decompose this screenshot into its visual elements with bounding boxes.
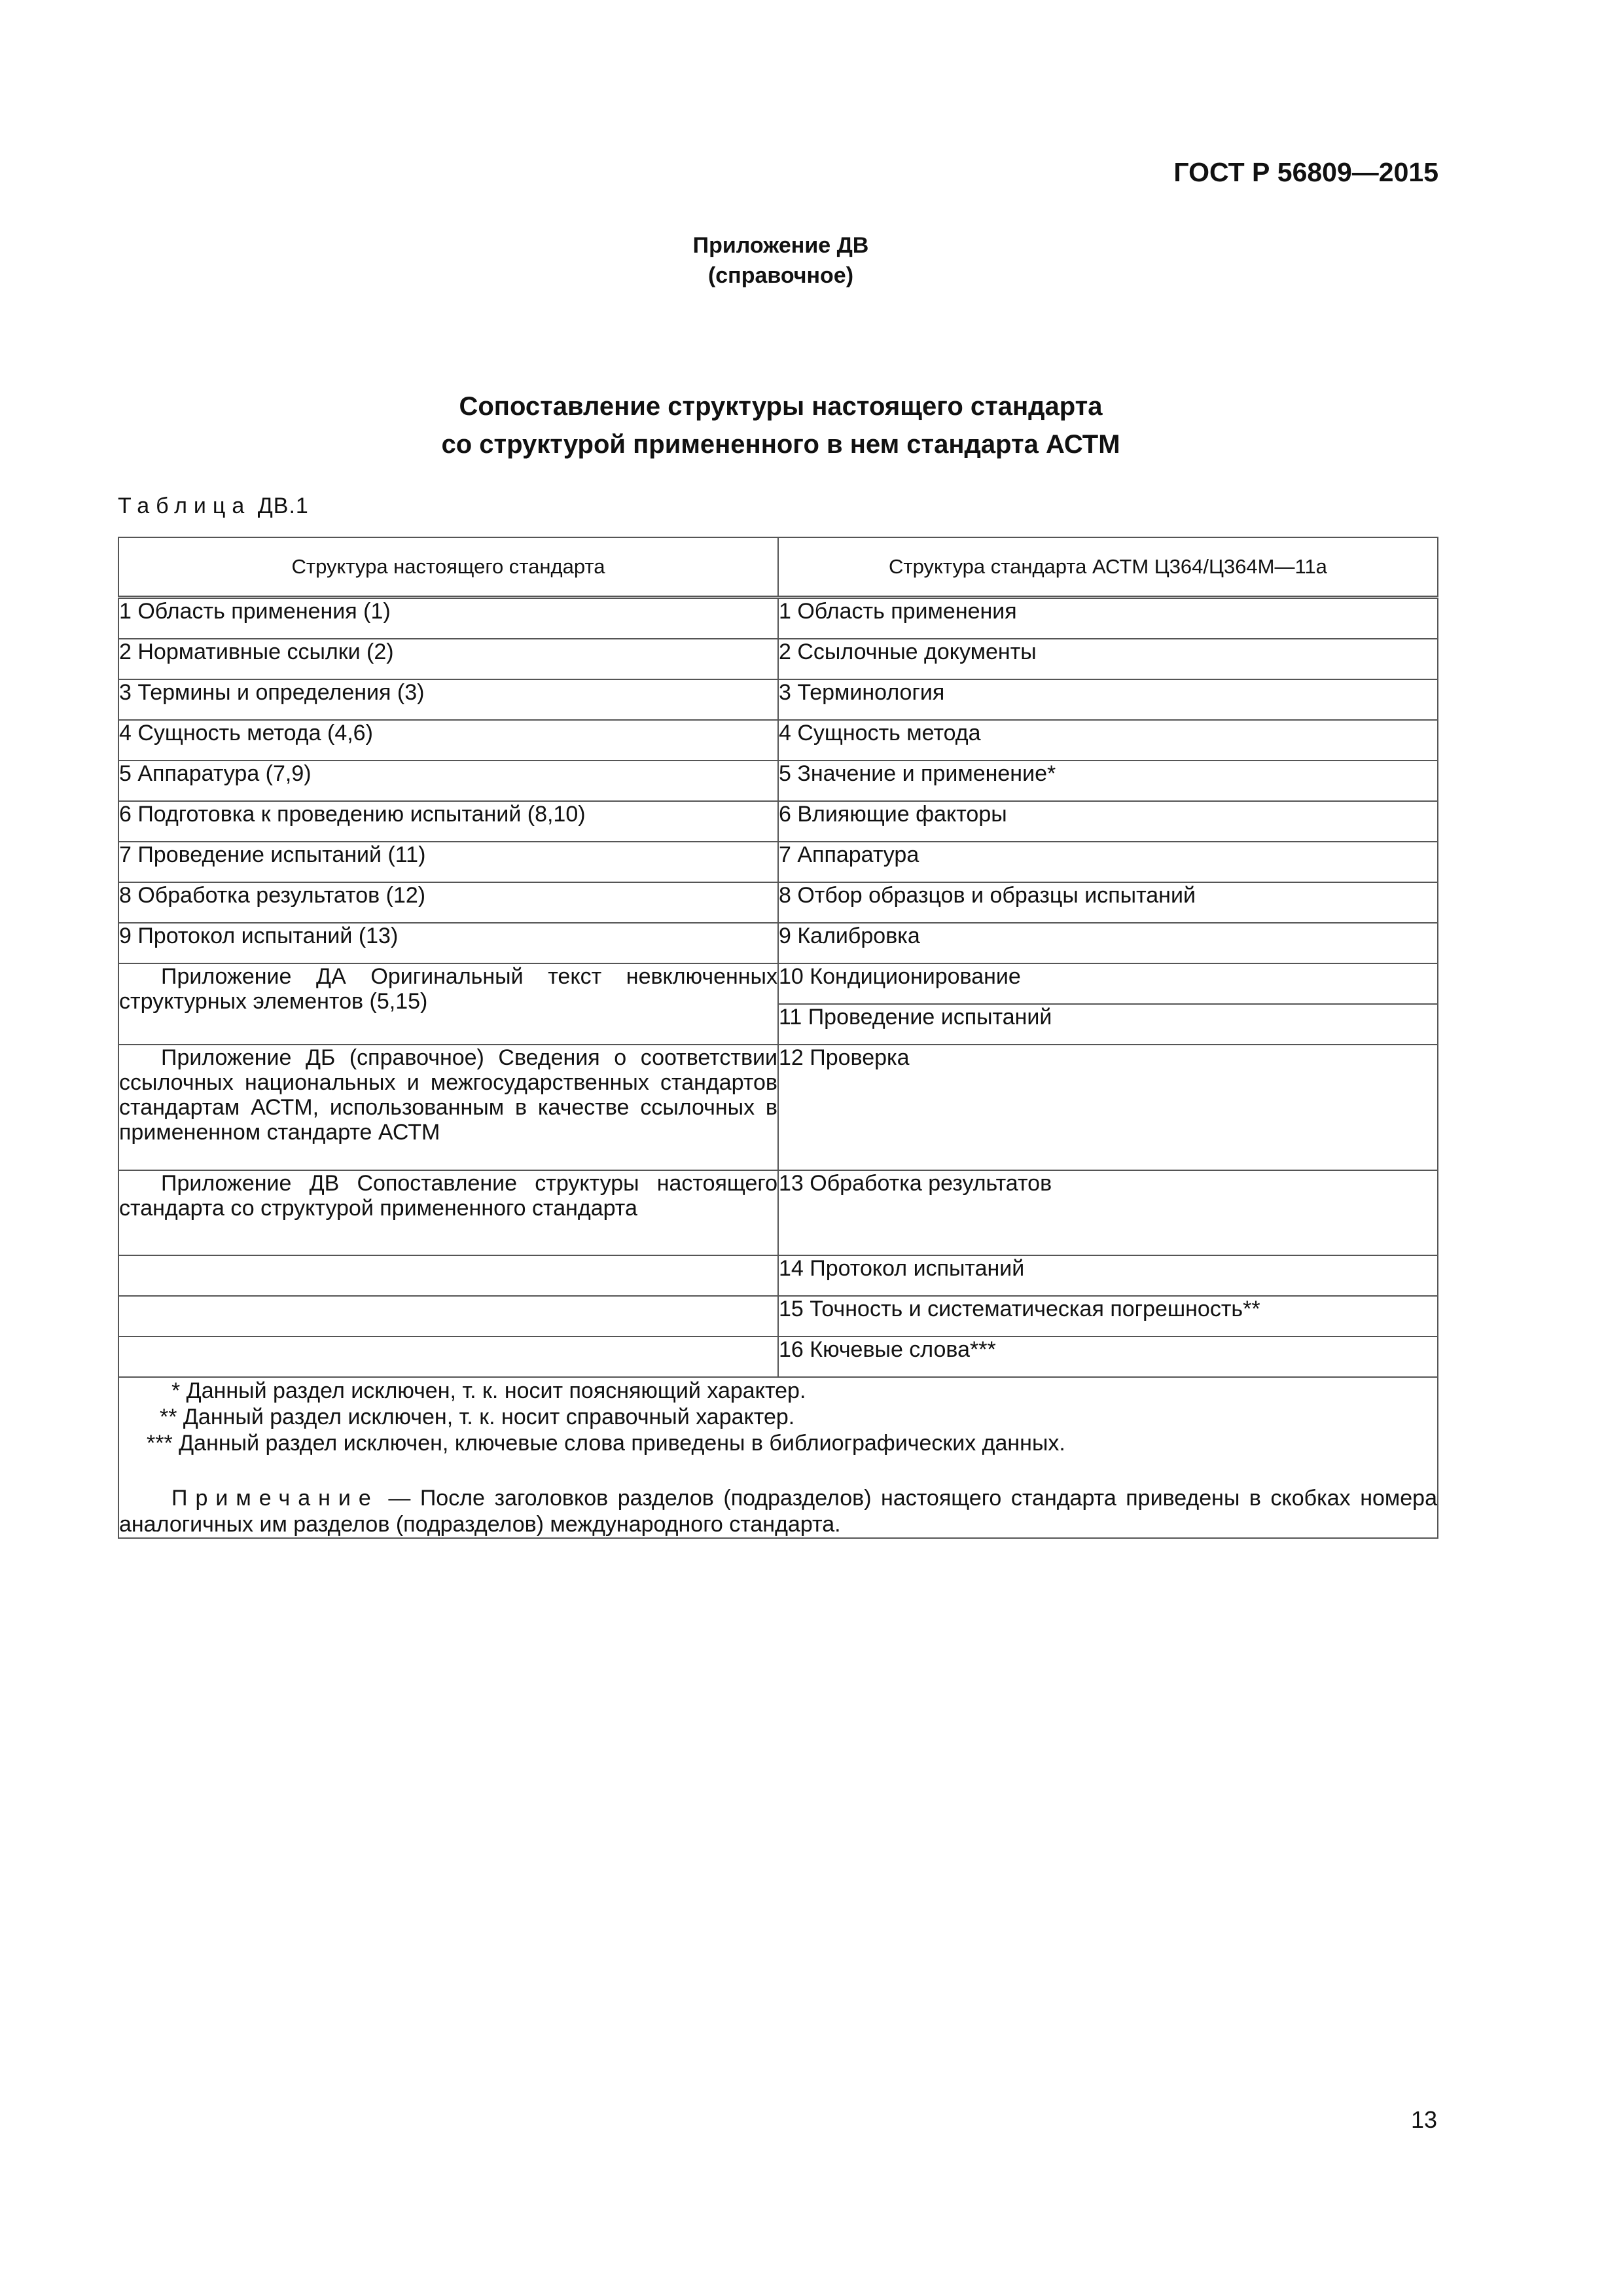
right-cell: 15 Точность и систематическая погрешность** <box>778 1296 1438 1336</box>
title-line-2: со структурой примененного в нем стандарта АСТМ <box>441 430 1120 459</box>
left-cell: 7 Проведение испытаний (11) <box>118 842 778 882</box>
table-footnotes <box>118 1377 1438 1538</box>
right-cell: 7 Аппаратура <box>778 842 1438 882</box>
left-cell: 4 Сущность метода (4,6) <box>118 720 778 761</box>
page-title <box>0 387 1561 463</box>
left-cell: Приложение ДБ (справочное) Сведения о соответствии ссылочных национальных и межгосударственных стандартов стандартам АСТМ, использованным в качестве ссылочных в примененном стандарте АСТМ <box>118 1045 778 1170</box>
table-row <box>118 882 1438 923</box>
table-label-number: ДВ.1 <box>251 493 309 518</box>
table-label <box>118 493 309 519</box>
right-cell: 14 Протокол испытаний <box>778 1255 1438 1296</box>
right-cell: 8 Отбор образцов и образцы испытаний <box>778 882 1438 923</box>
table-row <box>118 1255 1438 1296</box>
left-cell-empty <box>118 1255 778 1296</box>
left-cell-empty <box>118 1336 778 1377</box>
right-cell: 13 Обработка результатов <box>778 1170 1438 1255</box>
column-header-right: Структура стандарта АСТМ Ц364/Ц364М—11а <box>778 537 1438 598</box>
table-footer-row <box>118 1377 1438 1538</box>
column-header-left: Структура настоящего стандарта <box>118 537 778 598</box>
right-cell: 11 Проведение испытаний <box>778 1004 1438 1045</box>
left-cell: 6 Подготовка к проведению испытаний (8,10) <box>118 801 778 842</box>
right-cell: 4 Сущность метода <box>778 720 1438 761</box>
right-cell: 6 Влияющие факторы <box>778 801 1438 842</box>
left-cell: 2 Нормативные ссылки (2) <box>118 639 778 679</box>
left-cell: 5 Аппаратура (7,9) <box>118 761 778 801</box>
table-row <box>118 842 1438 882</box>
right-cell: 2 Ссылочные документы <box>778 639 1438 679</box>
table-row <box>118 801 1438 842</box>
left-cell: 9 Протокол испытаний (13) <box>118 923 778 963</box>
right-cell: 16 Кючевые слова*** <box>778 1336 1438 1377</box>
table-row <box>118 1336 1438 1377</box>
table-row <box>118 598 1438 639</box>
note-label: Примечание <box>171 1486 379 1511</box>
annex-kind: (справочное) <box>707 263 854 288</box>
left-cell: Приложение ДВ Сопоставление структуры настоящего стандарта со структурой примененного стандарта <box>118 1170 778 1255</box>
table-row <box>118 761 1438 801</box>
table-note <box>119 1485 1437 1537</box>
annex-title: Приложение ДВ <box>692 233 869 258</box>
table-row <box>118 1045 1438 1170</box>
right-cell: 5 Значение и применение* <box>778 761 1438 801</box>
left-cell: 3 Термины и определения (3) <box>118 679 778 720</box>
table-row <box>118 639 1438 679</box>
table-row <box>118 1170 1438 1255</box>
table-row <box>118 679 1438 720</box>
annex-heading <box>0 230 1561 291</box>
footnote: *** Данный раздел исключен, ключевые слова приведены в библиографических данных. <box>147 1431 1065 1456</box>
table-row <box>118 923 1438 963</box>
left-cell-empty <box>118 1296 778 1336</box>
right-cell: 9 Калибровка <box>778 923 1438 963</box>
right-cell: 3 Терминология <box>778 679 1438 720</box>
table-row <box>118 963 1438 1004</box>
document-code: ГОСТ Р 56809—2015 <box>1173 157 1438 187</box>
note-text: — После заголовков разделов (подразделов) настоящего стандарта приведены в скобках номера аналогичных им разделов (подразделов) международного стандарта. <box>119 1486 1437 1537</box>
right-cell: 12 Проверка <box>778 1045 1438 1170</box>
footnote: * Данный раздел исключен, т. к. носит поясняющий характер. <box>171 1378 806 1403</box>
table-row <box>118 720 1438 761</box>
left-cell: 8 Обработка результатов (12) <box>118 882 778 923</box>
page-number: 13 <box>1410 2106 1437 2133</box>
left-cell: Приложение ДА Оригинальный текст невключенных структурных элементов (5,15) <box>118 963 778 1045</box>
table-label-word: Таблица <box>118 493 251 518</box>
right-cell: 1 Область применения <box>778 598 1438 639</box>
left-cell: 1 Область применения (1) <box>118 598 778 639</box>
right-cell: 10 Кондиционирование <box>778 963 1438 1004</box>
title-line-1: Сопоставление структуры настоящего стандарта <box>459 392 1103 421</box>
table-row <box>118 1296 1438 1336</box>
comparison-table <box>118 537 1438 1539</box>
footnote: ** Данный раздел исключен, т. к. носит справочный характер. <box>160 1405 795 1429</box>
